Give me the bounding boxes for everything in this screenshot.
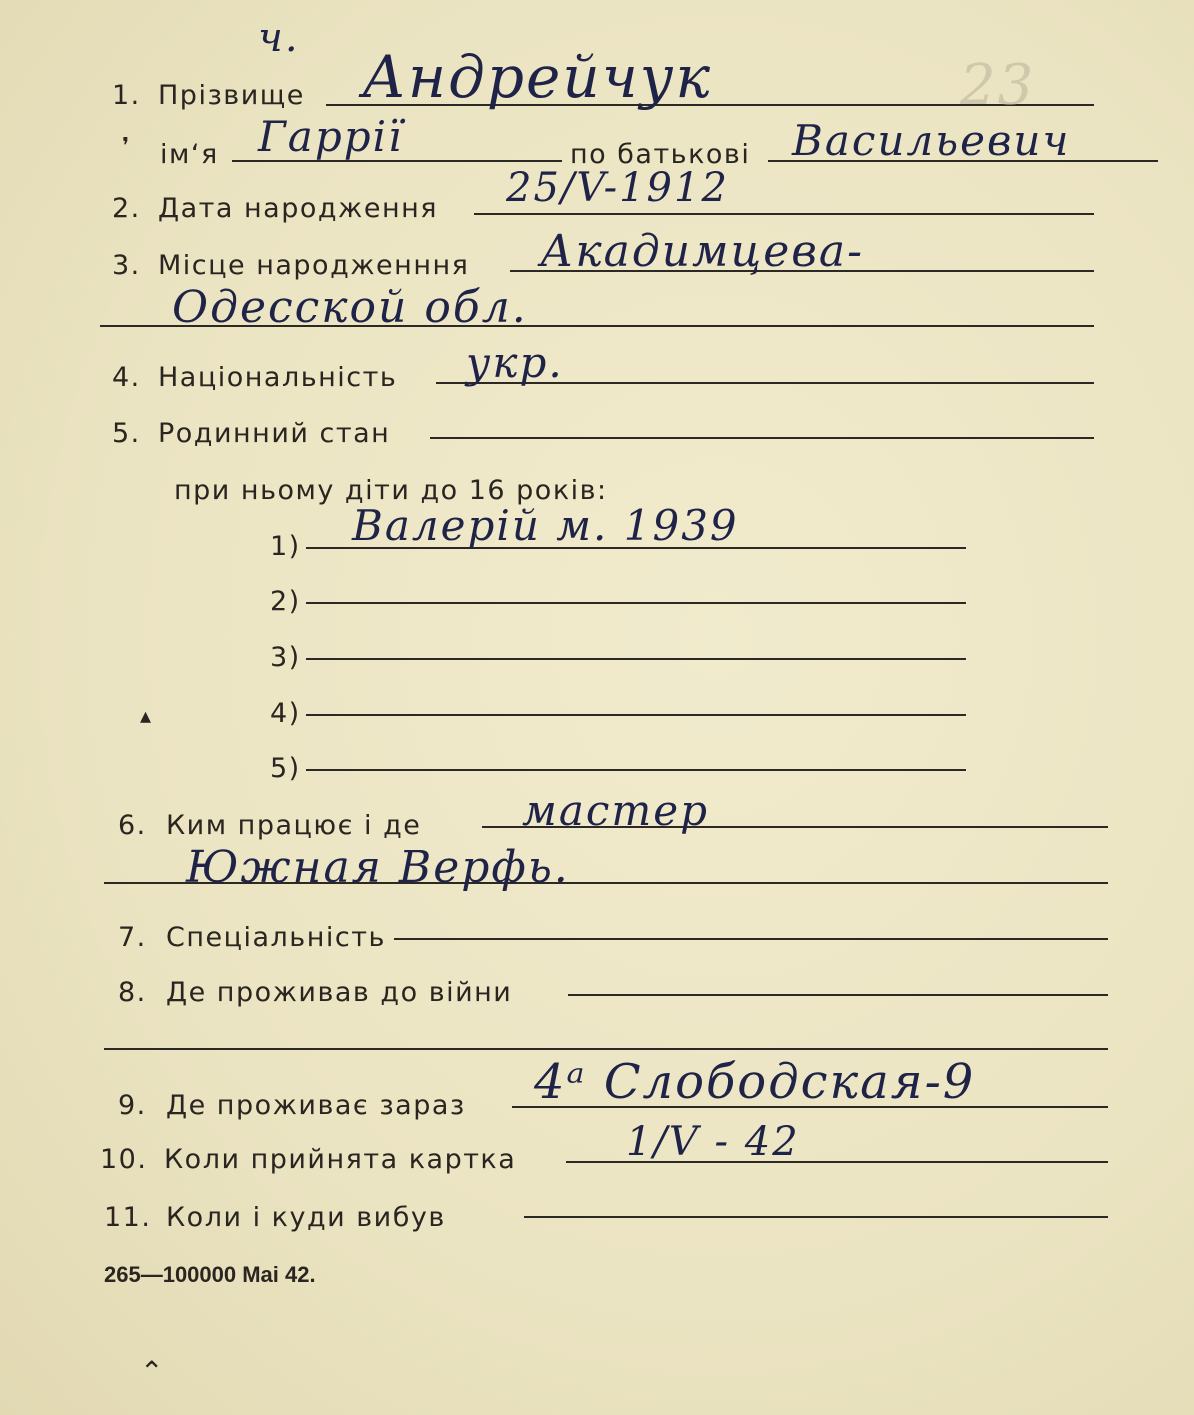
patronymic-value: Васильевич	[792, 116, 1071, 165]
child-3-number: 3)	[270, 642, 301, 673]
birth-place-value-2: Одесской обл.	[172, 282, 528, 333]
pre-war-address-line-2	[104, 1048, 1108, 1050]
birth-date-value: 25/V-1912	[506, 165, 729, 211]
nationality-value: укр.	[466, 338, 564, 387]
ink-speck: ❜	[122, 134, 130, 159]
specialty-label: Спеціальність	[166, 922, 386, 953]
workplace-value: Южная Верфь.	[186, 842, 570, 893]
child-2-number: 2)	[270, 586, 301, 617]
ink-speck: ▴	[140, 704, 152, 729]
specialty-line	[394, 938, 1108, 940]
birth-date-label: Дата народження	[158, 193, 439, 224]
occupation-value: мастер	[522, 786, 709, 835]
birth-place-label: Місце народженння	[158, 250, 470, 281]
field-4-number: 4.	[112, 362, 141, 393]
departure-label: Коли і куди вибув	[166, 1202, 446, 1233]
field-7-number: 7.	[118, 922, 147, 953]
surname-mark: ч.	[258, 15, 300, 61]
field-3-number: 3.	[112, 250, 141, 281]
birth-date-line	[474, 213, 1094, 215]
surname-label: Прізвище	[158, 80, 305, 111]
pre-war-address-line	[568, 994, 1108, 996]
surname-value: Андрейчук	[362, 43, 713, 111]
marital-status-line	[430, 437, 1094, 439]
current-address-value: 4ᵃ Слободская-9	[534, 1054, 976, 1110]
field-5-number: 5.	[112, 418, 141, 449]
child-5-number: 5)	[270, 753, 301, 784]
field-10-number: 10.	[100, 1144, 148, 1175]
patronymic-label: по батькові	[570, 139, 751, 170]
departure-line	[524, 1216, 1108, 1218]
field-1-number: 1.	[112, 80, 141, 111]
field-6-number: 6.	[118, 810, 147, 841]
child-1-value: Валерій м. 1939	[352, 501, 739, 550]
card-accepted-label: Коли прийнята картка	[164, 1144, 517, 1175]
first-name-value: Гаррії	[258, 112, 404, 161]
child-5-line	[306, 769, 966, 771]
ink-speck: ⌃	[140, 1355, 164, 1388]
occupation-label: Ким працює і де	[166, 810, 422, 841]
nationality-label: Національність	[158, 362, 398, 393]
corner-mark: 23	[960, 53, 1036, 118]
child-2-line	[306, 602, 966, 604]
current-address-label: Де проживає зараз	[166, 1090, 466, 1121]
field-8-number: 8.	[118, 977, 147, 1008]
child-3-line	[306, 658, 966, 660]
card-accepted-value: 1/V - 42	[626, 1119, 800, 1165]
birth-place-value-1: Акадимцева-	[540, 226, 864, 277]
pre-war-address-label: Де проживав до війни	[166, 977, 513, 1008]
children-label: при ньому діти до 16 років:	[174, 475, 608, 506]
first-name-label: ім‘я	[160, 139, 219, 170]
field-9-number: 9.	[118, 1090, 147, 1121]
field-2-number: 2.	[112, 193, 141, 224]
print-run-footer: 265—100000 Mai 42.	[104, 1262, 316, 1287]
child-1-number: 1)	[270, 531, 301, 562]
marital-status-label: Родинний стан	[158, 418, 391, 449]
child-4-line	[306, 714, 966, 716]
field-11-number: 11.	[104, 1202, 152, 1233]
child-4-number: 4)	[270, 698, 301, 729]
